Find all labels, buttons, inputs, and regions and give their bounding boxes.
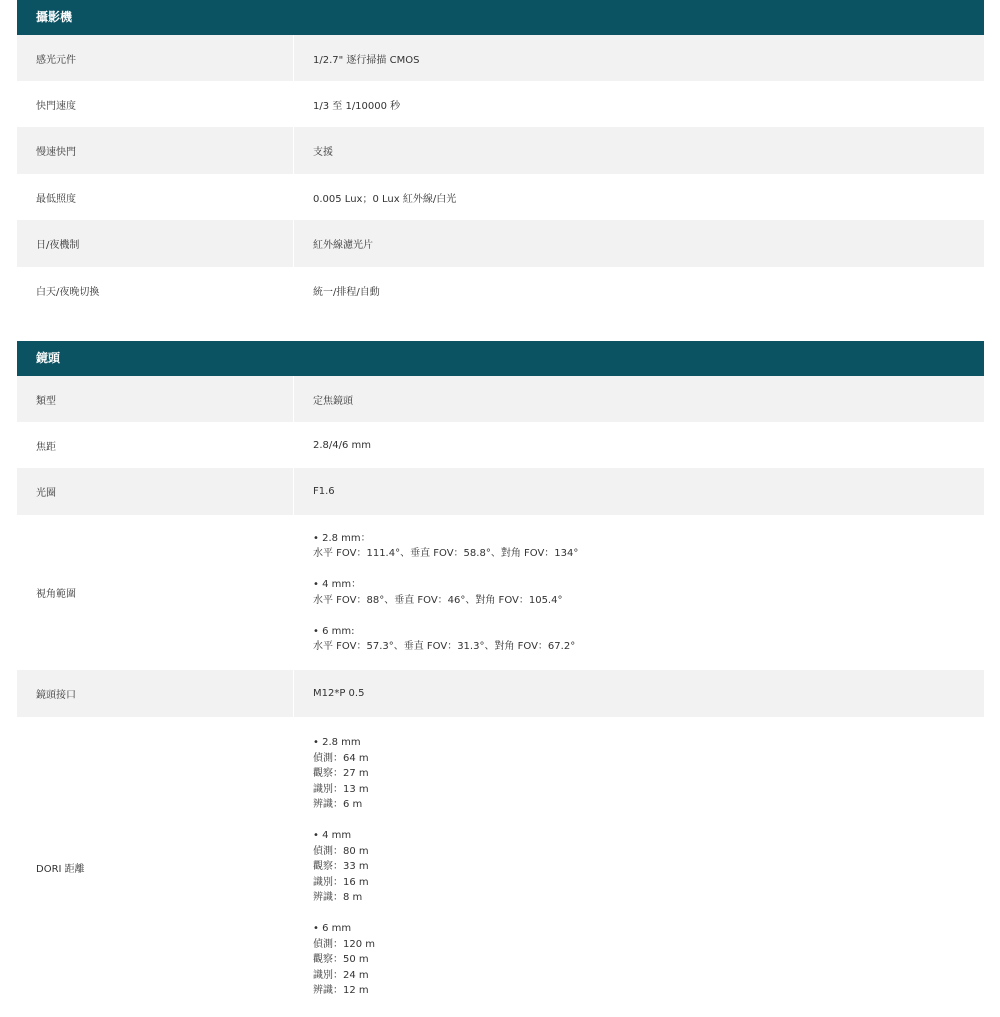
dori-line: 識別：24 m xyxy=(313,969,369,981)
fov-line: 水平 FOV：88°、垂直 FOV：46°、對角 FOV：105.4° xyxy=(313,594,563,606)
dori-line: 偵測：120 m xyxy=(313,938,376,950)
spec-label: 白天/夜晚切換 xyxy=(17,267,294,313)
dori-line: 識別：13 m xyxy=(313,783,369,795)
spec-label: 最低照度 xyxy=(17,174,294,220)
spec-label: 慢速快門 xyxy=(17,127,294,174)
dori-line: 偵測：80 m xyxy=(313,845,369,857)
spec-row-lens-mount xyxy=(17,670,984,717)
dori-line: 辨識：8 m xyxy=(313,892,363,904)
dori-line: • 6 mm xyxy=(313,923,352,935)
dori-line xyxy=(313,906,984,922)
dori-line: 觀察：27 m xyxy=(313,768,369,780)
dori-line: 辨識：6 m xyxy=(313,799,363,811)
dori-line xyxy=(313,813,984,829)
fov-line: 水平 FOV：111.4°、垂直 FOV：58.8°、對角 FOV：134° xyxy=(313,548,579,559)
dori-line: 觀察：33 m xyxy=(313,861,369,873)
spec-label: 日/夜機制 xyxy=(17,220,294,267)
spec-label: 焦距 xyxy=(17,422,294,468)
lens-spec-section xyxy=(17,341,984,1017)
spec-row-day-night xyxy=(17,220,984,267)
spec-value: 紅外線濾光片 xyxy=(313,240,373,251)
spec-row-min-illumination xyxy=(17,174,984,220)
spec-label: 感光元件 xyxy=(17,35,294,81)
spec-value: F1.6 xyxy=(313,486,335,497)
camera-spec-section xyxy=(17,0,984,313)
camera-section-header: 攝影機 xyxy=(17,0,984,35)
dori-line: 觀察：50 m xyxy=(313,954,369,966)
spec-row-lens-type xyxy=(17,376,984,422)
lens-section-header: 鏡頭 xyxy=(17,341,984,376)
spec-label: 類型 xyxy=(17,376,294,422)
spec-row-day-night-switch xyxy=(17,267,984,313)
spec-row-dori-distance xyxy=(17,717,984,1017)
spec-label: 視角範圍 xyxy=(17,515,294,670)
spec-row-sensor xyxy=(17,35,984,81)
fov-line: • 2.8 mm： xyxy=(313,532,371,544)
dori-line: 識別：16 m xyxy=(313,876,369,888)
spec-value: 1/2.7" 逐行掃描 CMOS xyxy=(313,54,420,66)
dori-line: 偵測：64 m xyxy=(313,752,369,764)
spec-value: 統一/排程/自動 xyxy=(313,286,380,298)
spec-row-shutter-speed xyxy=(17,81,984,127)
spec-value-multiline xyxy=(294,717,984,1017)
spec-label: 快門速度 xyxy=(17,81,294,127)
dori-line: 辨識：12 m xyxy=(313,985,369,997)
spec-label: 光圈 xyxy=(17,468,294,515)
fov-line: • 4 mm： xyxy=(313,579,362,590)
spec-label: DORI 距離 xyxy=(17,717,294,1017)
fov-line: 水平 FOV：57.3°、垂直 FOV：31.3°、對角 FOV：67.2° xyxy=(313,641,576,652)
spec-label: 鏡頭接口 xyxy=(17,670,294,717)
spec-row-focal-length xyxy=(17,422,984,468)
fov-line xyxy=(313,562,984,578)
dori-line: • 4 mm xyxy=(313,830,352,842)
spec-row-aperture xyxy=(17,468,984,515)
spec-row-slow-shutter xyxy=(17,127,984,174)
dori-line: • 2.8 mm xyxy=(313,737,361,749)
spec-value: 0.005 Lux；0 Lux 紅外線/白光 xyxy=(313,193,457,205)
fov-line: • 6 mm: xyxy=(313,625,355,637)
fov-line xyxy=(313,608,984,624)
spec-value: M12*P 0.5 xyxy=(313,688,365,699)
spec-value: 1/3 至 1/10000 秒 xyxy=(313,100,401,112)
spec-row-field-of-view xyxy=(17,515,984,670)
spec-value-multiline xyxy=(294,515,984,670)
spec-value: 定焦鏡頭 xyxy=(313,395,353,407)
spec-value: 2.8/4/6 mm xyxy=(313,439,372,451)
spec-value: 支援 xyxy=(313,147,333,158)
